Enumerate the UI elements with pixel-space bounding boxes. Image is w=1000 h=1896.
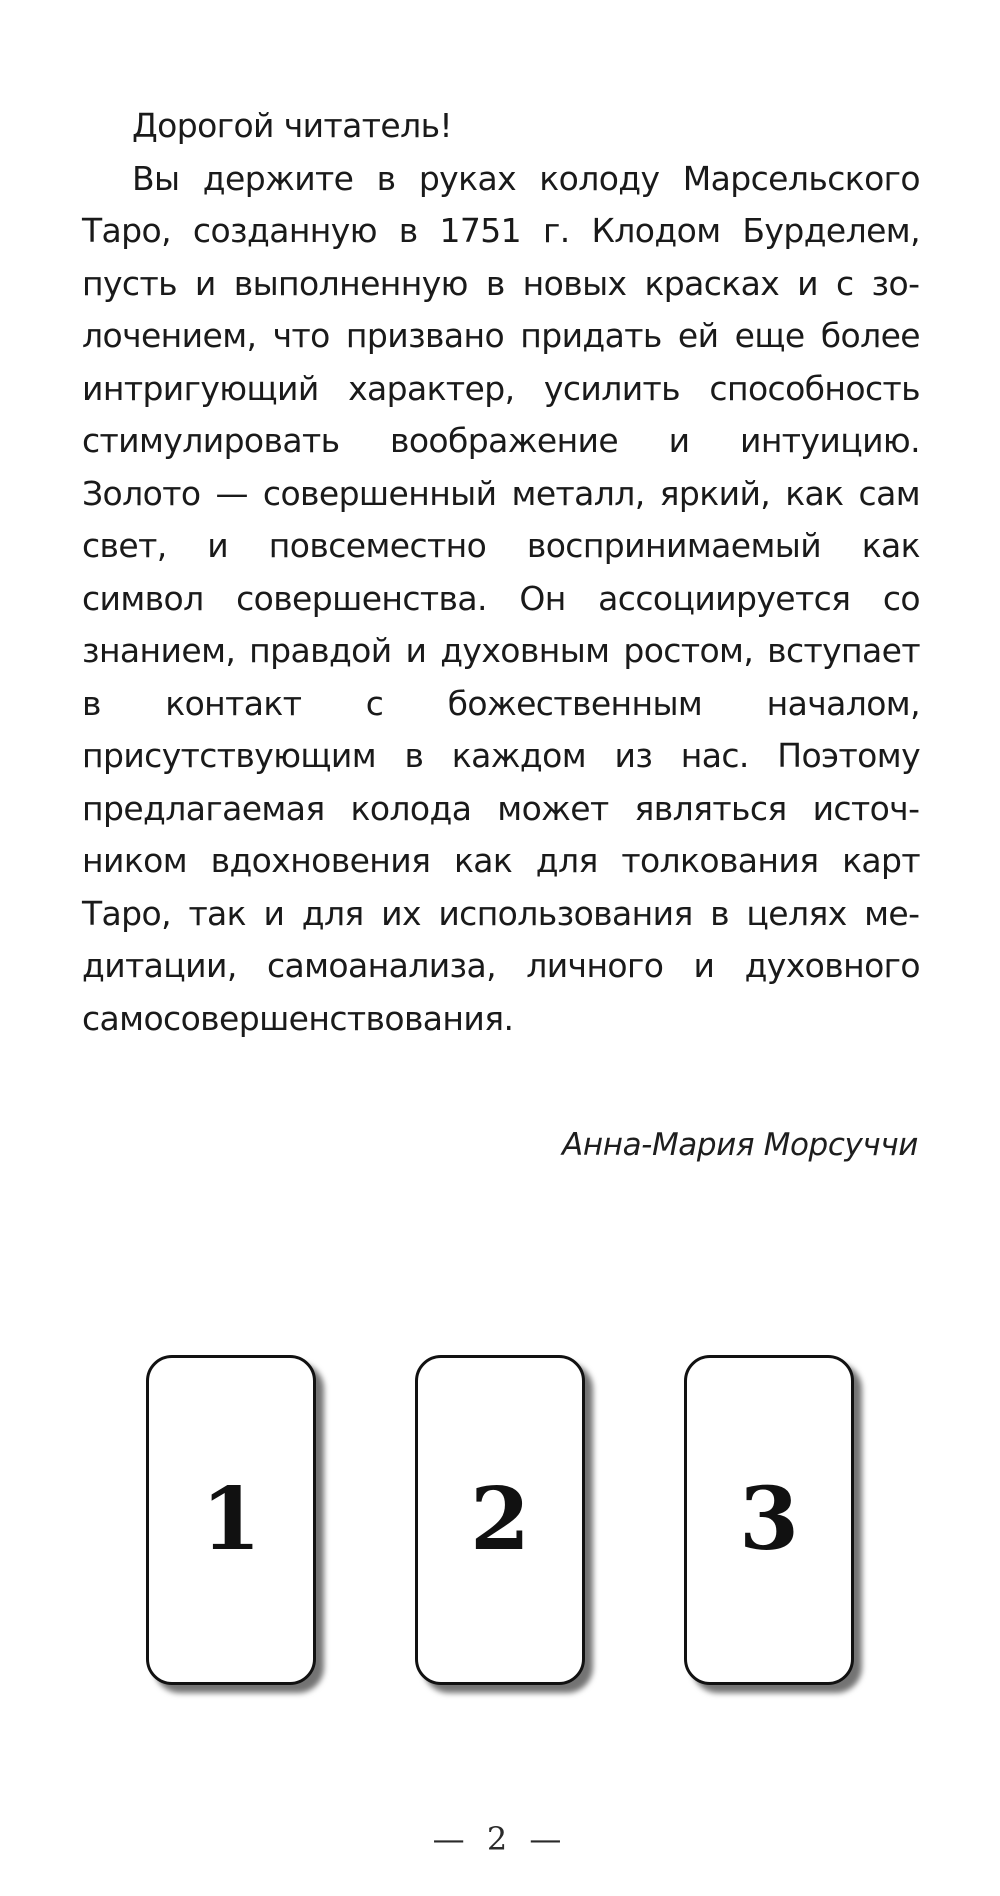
card-position-2 — [415, 1355, 585, 1685]
card-position-1 — [146, 1355, 316, 1685]
card-number: 3 — [739, 1469, 799, 1570]
greeting: Дорогой читатель! — [132, 106, 453, 145]
card-position-3 — [684, 1355, 854, 1685]
body-text — [82, 100, 920, 1045]
page-number: — 2 — — [432, 1820, 568, 1858]
card-spread — [0, 1355, 1000, 1705]
author-signature: Анна-Мария Морсуччи — [562, 1127, 918, 1163]
card-number: 1 — [201, 1469, 261, 1570]
main-paragraph: Вы держите в руках колоду Марсельского Таро, созданную в 1751 г. Клодом Бурделем, пусть и выполненную в новых красках и с золочением, что призвано придать ей еще более интригующий характер, усилить способность стимулировать воображение и интуицию. Золото — совершенный металл, яркий, как сам свет, и повсеместно воспринимаемый как символ совершенства. Он ассоциируется со знанием, правдой и духовным ростом, вступает в контакт с божественным началом, присутствующим в каждом из нас. Поэтому предлагаемая колода может являться источником вдохновения как для толкования карт Таро, так и для их использования в целях медитации, самоанализа, личного и духовного самосовершенствования. — [82, 158, 920, 1038]
card-number: 2 — [470, 1469, 530, 1570]
